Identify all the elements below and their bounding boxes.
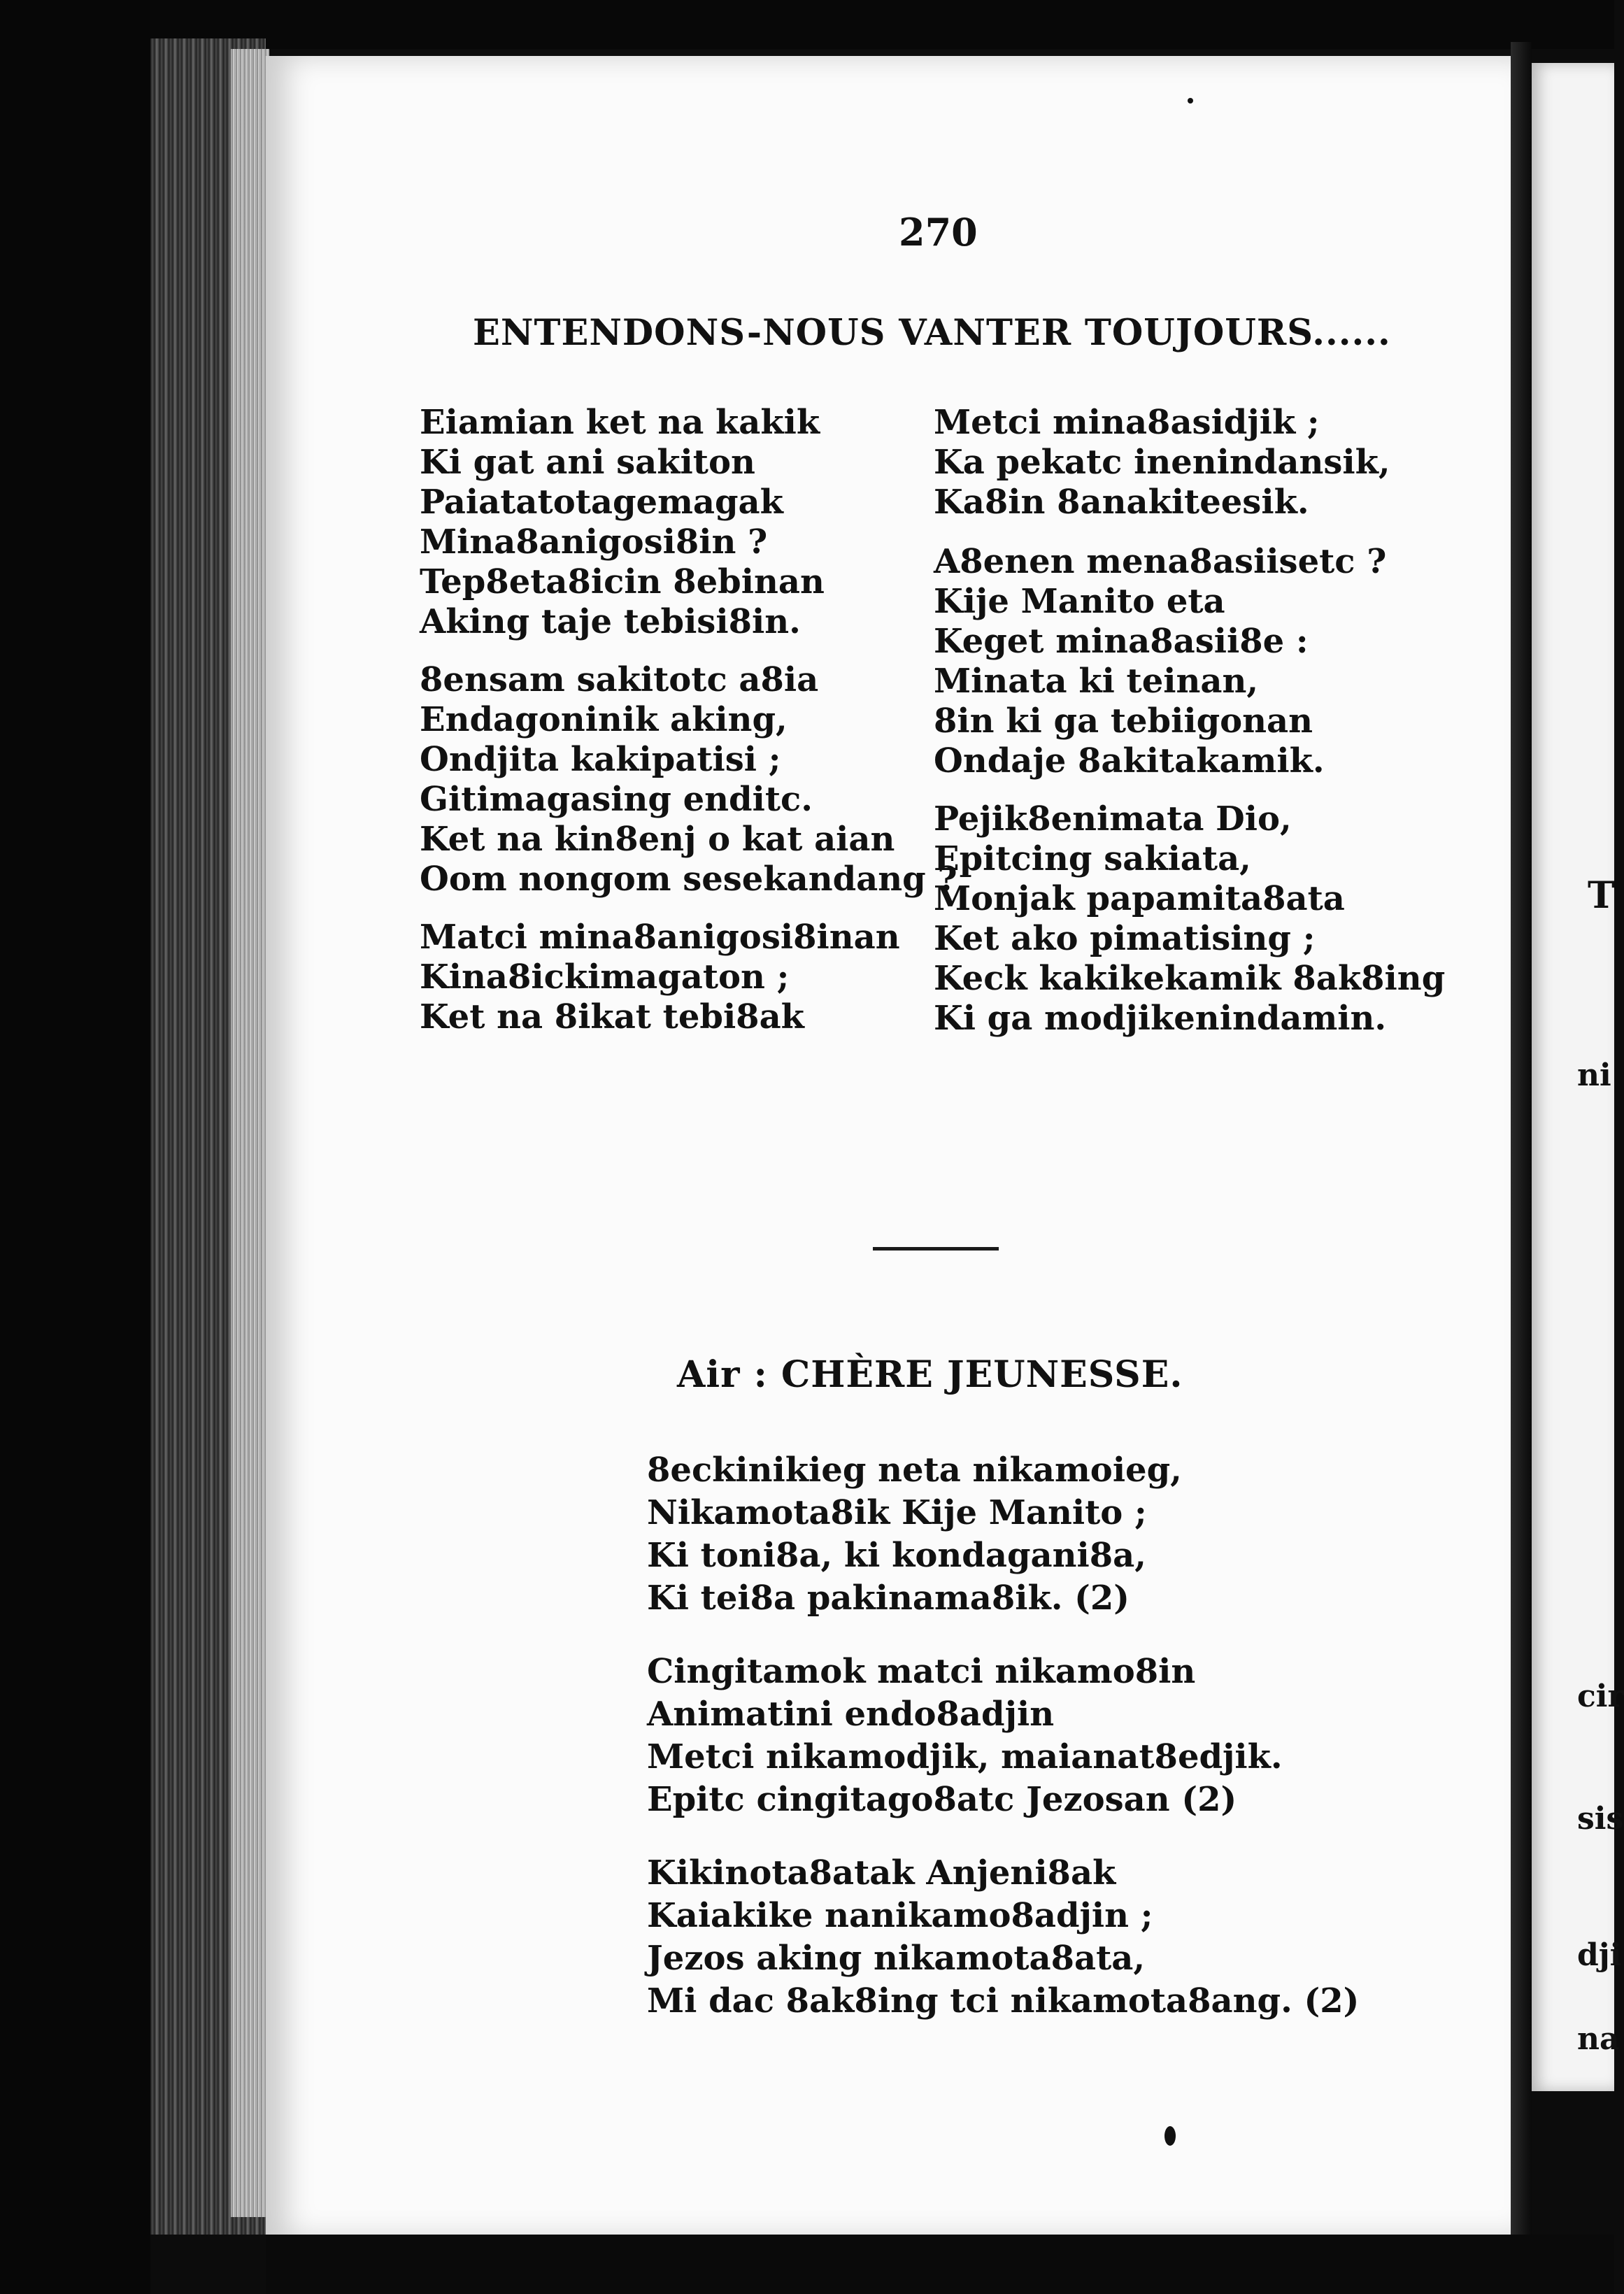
verse-line: Kina8ickimagaton ; xyxy=(420,957,790,997)
verse-line: Ka pekatc inenindansik, xyxy=(934,443,1390,482)
song-line: Epitc cingitago8atc Jezosan (2) xyxy=(647,1780,1237,1819)
verse-line: Ondaje 8akitakamik. xyxy=(934,741,1325,781)
verse-line: Ki gat ani sakiton xyxy=(420,443,755,482)
verse-line: Endagoninik aking, xyxy=(420,700,788,739)
verse-line: Keck kakikekamik 8ak8ing xyxy=(934,959,1446,998)
verse-line: Pejik8enimata Dio, xyxy=(934,799,1292,839)
verse-line: Epitcing sakiata, xyxy=(934,839,1251,878)
song-line: Kaiakike nanikamo8adjin ; xyxy=(647,1896,1153,1935)
verse-line: Ondjita kakipatisi ; xyxy=(420,740,781,779)
verse-line: A8enen mena8asiisetc ? xyxy=(934,542,1387,581)
scanner-background-left xyxy=(0,0,150,2294)
facing-page-fragment: sis xyxy=(1577,1801,1624,1837)
air-heading: Air : CHÈRE JEUNESSE. xyxy=(677,1353,1183,1396)
verse-line: Eiamian ket na kakik xyxy=(420,403,820,442)
song-line: Kikinota8atak Anjeni8ak xyxy=(647,1853,1116,1893)
verse-line: Ket na 8ikat tebi8ak xyxy=(420,997,804,1036)
verse-line: Oom nongom sesekandang ? xyxy=(420,860,957,899)
verse-line: Metci mina8asidjik ; xyxy=(934,403,1320,442)
song-line: 8eckinikieg neta nikamoieg, xyxy=(647,1451,1182,1490)
verse-line: Ka8in 8anakiteesik. xyxy=(934,483,1309,522)
song-verses xyxy=(647,1451,1359,2055)
facing-page-fragment: na xyxy=(1577,2021,1620,2057)
verse-line: Minata ki teinan, xyxy=(934,662,1259,701)
verse-line: Mina8anigosi8in ? xyxy=(420,522,768,562)
verse-line: Ket ako pimatising ; xyxy=(934,919,1316,958)
page-number: 270 xyxy=(899,210,978,255)
song-line: Cingitamok matci nikamo8in xyxy=(647,1652,1196,1691)
scanner-background-bottom xyxy=(266,2235,1614,2294)
song-line: Metci nikamodjik, maianat8edjik. xyxy=(647,1737,1283,1776)
right-verse-column xyxy=(934,403,1445,1057)
verse-stanza xyxy=(420,918,957,1037)
verse-stanza xyxy=(934,403,1445,522)
song-line: Ki toni8a, ki kondagani8a, xyxy=(647,1536,1146,1575)
book-gutter xyxy=(1511,42,1532,2245)
facing-page-fragment: cir xyxy=(1577,1679,1624,1714)
verse-line: Monjak papamita8ata xyxy=(934,879,1345,918)
verse-line: Tep8eta8icin 8ebinan xyxy=(420,562,825,601)
facing-page-fragment: dji xyxy=(1577,1937,1622,1973)
facing-page-fragment: T xyxy=(1588,874,1615,917)
verse-stanza xyxy=(934,799,1445,1039)
section-divider xyxy=(873,1247,999,1251)
song-line: Animatini endo8adjin xyxy=(647,1695,1055,1734)
verse-line: Paiatatotagemagak xyxy=(420,483,783,522)
verse-line: 8ensam sakitotc a8ia xyxy=(420,660,819,699)
song-stanza xyxy=(647,1853,1359,2021)
ink-speck xyxy=(1188,98,1193,104)
verse-line: Kije Manito eta xyxy=(934,582,1225,621)
song-stanza xyxy=(647,1451,1359,1618)
verse-line: 8in ki ga tebiigonan xyxy=(934,701,1313,741)
verse-line: Gitimagasing enditc. xyxy=(420,780,813,819)
verse-line: Matci mina8anigosi8inan xyxy=(420,918,900,957)
verse-line: Aking taje tebisi8in. xyxy=(420,602,801,641)
verse-stanza xyxy=(420,403,957,642)
song-line: Mi dac 8ak8ing tci nikamota8ang. (2) xyxy=(647,1981,1360,2021)
song-stanza xyxy=(647,1652,1359,1820)
hymn-title: ENTENDONS-NOUS VANTER TOUJOURS...... xyxy=(473,312,1391,354)
verse-line: Ki ga modjikenindamin. xyxy=(934,999,1387,1038)
song-line: Ki tei8a pakinama8ik. (2) xyxy=(647,1579,1130,1618)
verse-stanza xyxy=(934,542,1445,781)
verse-line: Ket na kin8enj o kat aian xyxy=(420,820,895,859)
verse-stanza xyxy=(420,660,957,899)
verse-line: Keget mina8asii8e : xyxy=(934,622,1309,661)
song-line: Nikamota8ik Kije Manito ; xyxy=(647,1493,1147,1532)
facing-page-fragment: ni xyxy=(1577,1057,1611,1093)
ink-speck xyxy=(1164,2126,1176,2146)
page-edges xyxy=(231,49,269,2217)
song-line: Jezos aking nikamota8ata, xyxy=(647,1939,1146,1978)
left-verse-column xyxy=(420,403,957,1055)
